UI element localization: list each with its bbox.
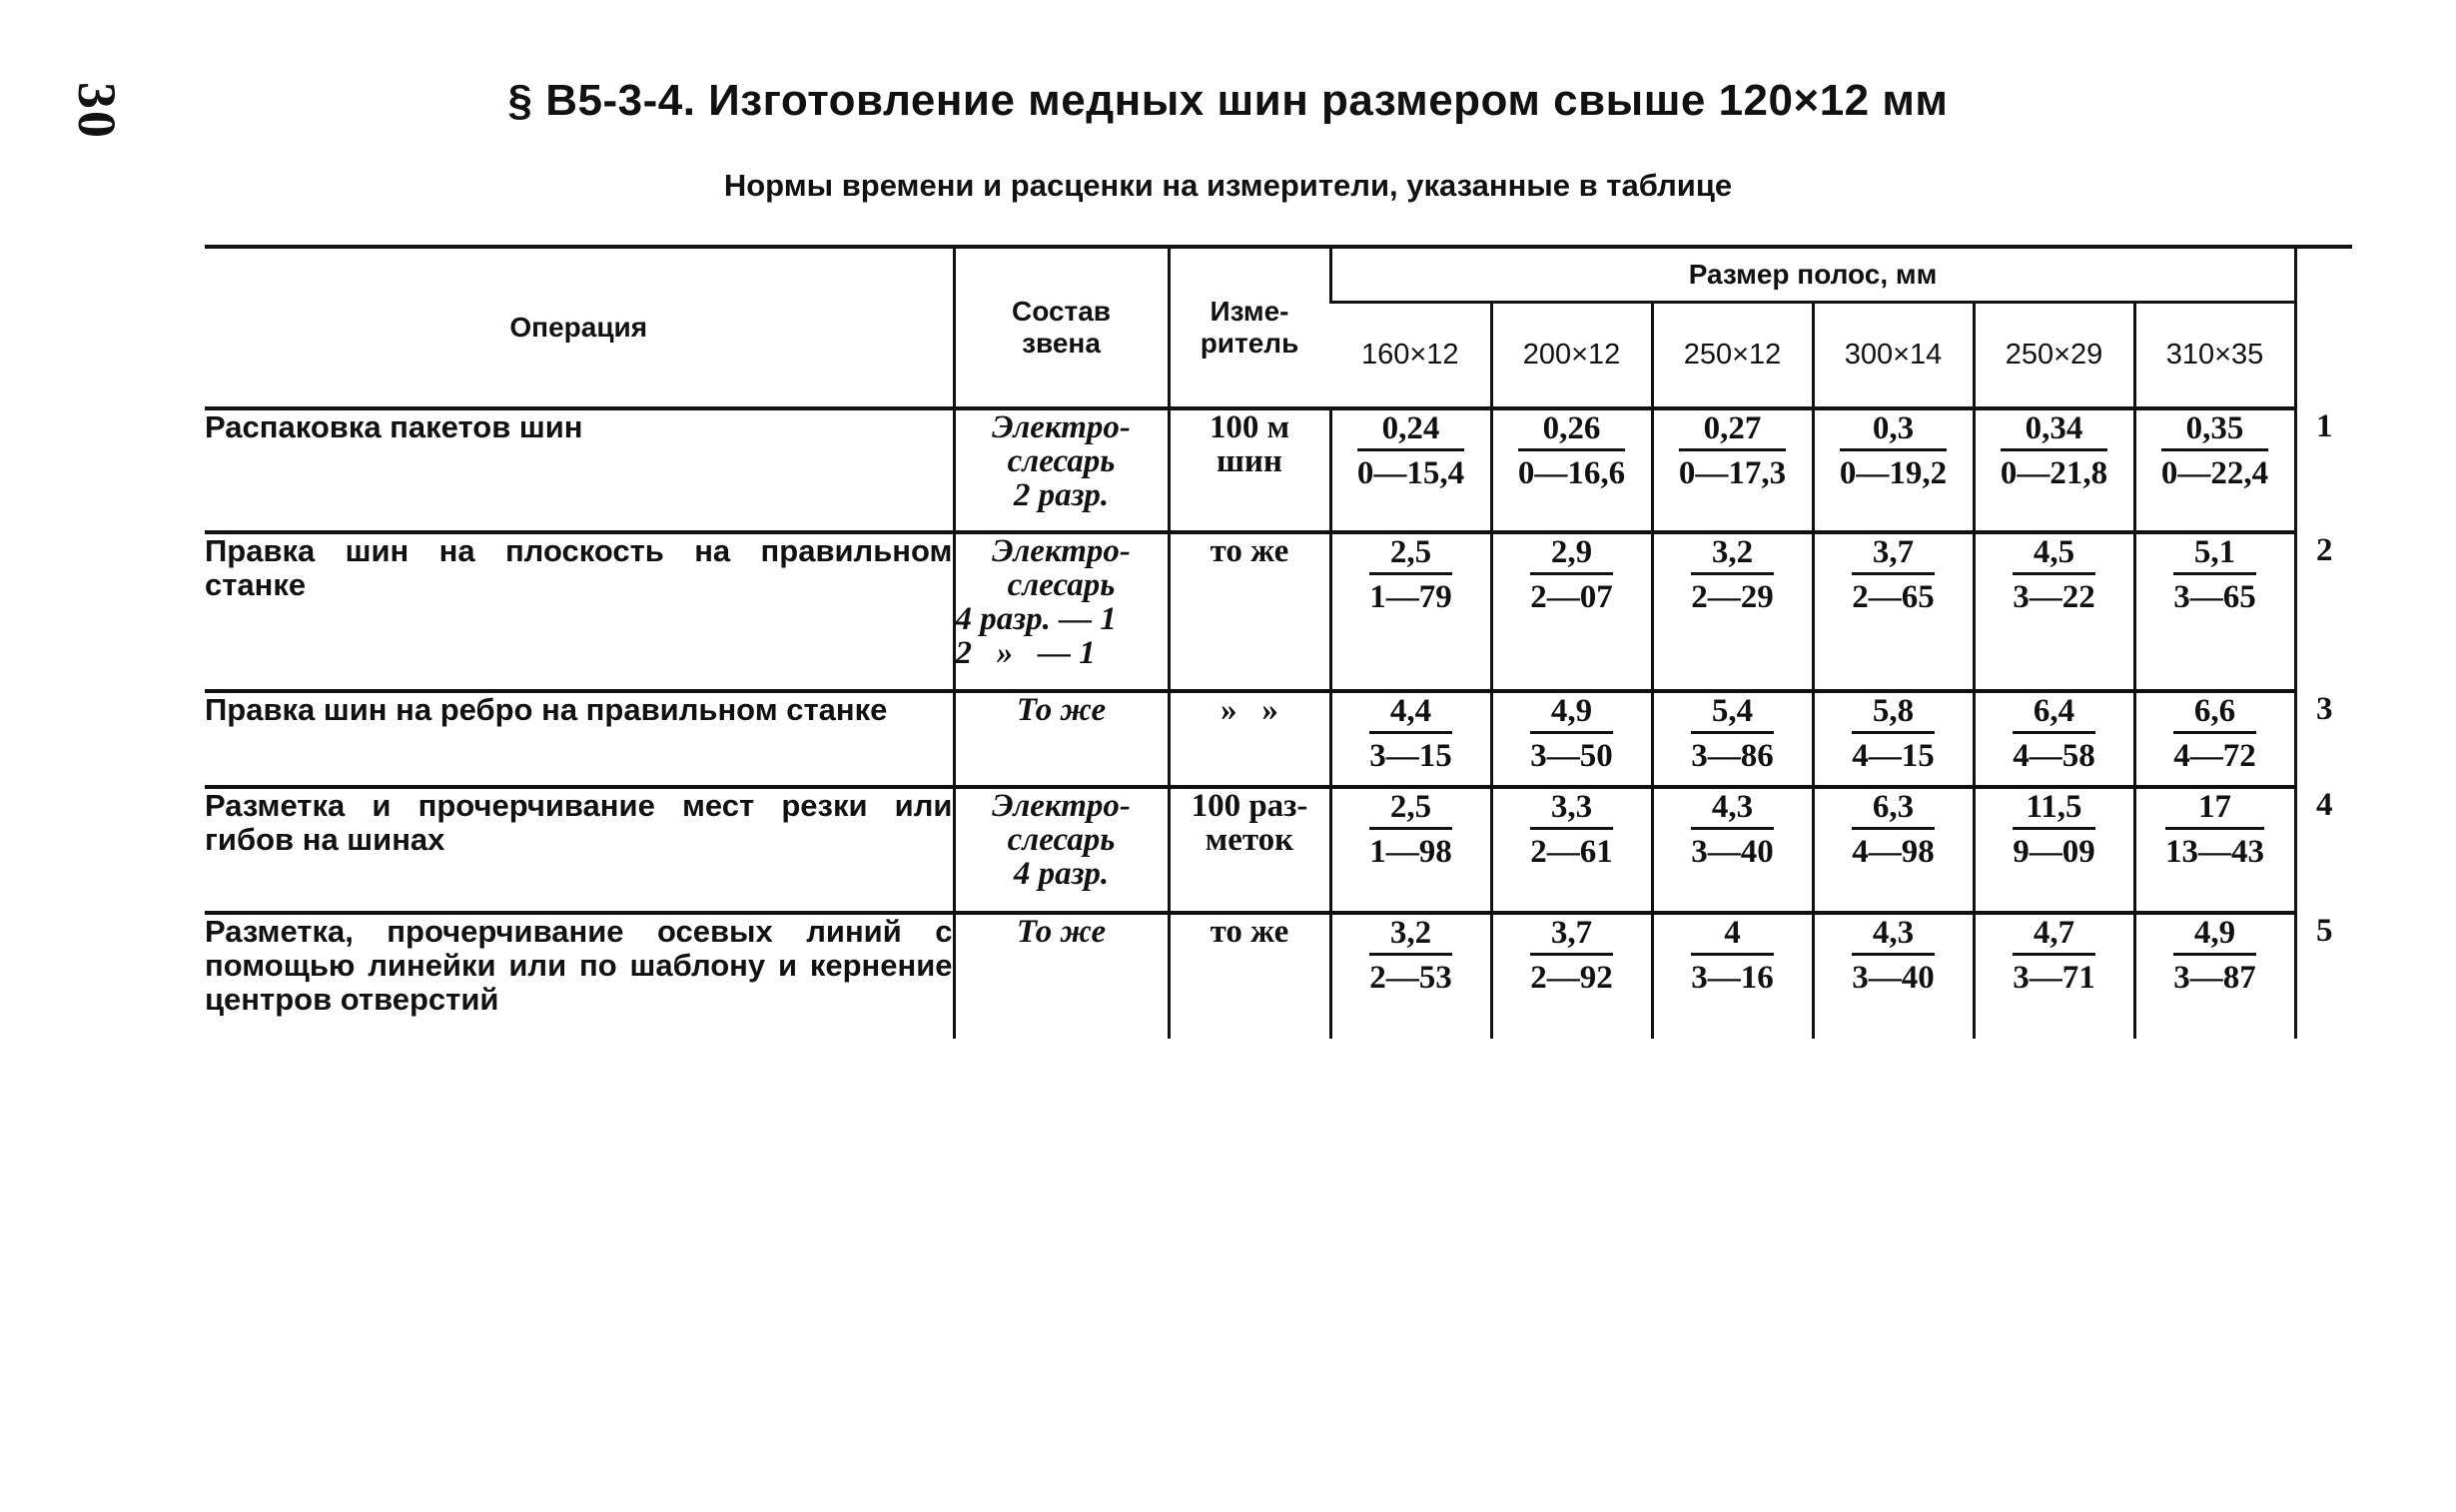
time-price-fraction [1852,789,1935,872]
measure-line: шин [1217,443,1282,479]
value-cell [1813,787,1974,913]
time-price-fraction [2013,534,2095,617]
value-cell [1330,532,1491,691]
price-rate: 4—72 [2173,738,2256,774]
value-cell [1491,532,1652,691]
value-cell [1652,532,1813,691]
crew-line: Электро- [992,533,1131,569]
time-price-fraction [1691,693,1774,776]
table-row [205,691,2352,787]
time-norm: 5,8 [1852,693,1935,734]
crew-line: 4 разр. — 1 [955,601,1117,637]
operation-cell: Правка шин на ребро на правильном станке [205,691,954,787]
time-price-fraction [1530,915,1613,998]
time-norm: 3,7 [1852,534,1935,575]
crew-line: 2 разр. [1013,477,1110,513]
price-rate: 0—16,6 [1517,455,1626,491]
price-rate: 2—29 [1691,579,1774,615]
measure-line: 100 м [1209,409,1290,445]
measure-line: меток [1205,822,1294,858]
price-rate: 2—53 [1369,960,1452,996]
time-price-fraction [1691,534,1774,617]
section-title: § В5-3-4. Изготовление медных шин размером свыше 120×12 мм [507,76,1949,125]
row-number: 1 [2295,408,2352,532]
measure-cell [1169,913,1330,1039]
time-price-fraction [1369,789,1452,872]
crew-line: То же [1016,692,1107,728]
measure-cell [1169,532,1330,691]
crew-cell [954,408,1169,532]
row-number: 4 [2295,787,2352,913]
value-cell [1330,913,1491,1039]
header-size: 200×12 [1491,302,1652,408]
row-number: 3 [2295,691,2352,787]
header-crew: Состав звена [954,247,1169,408]
time-price-fraction [1530,789,1613,872]
crew-line: слесарь [1007,443,1116,479]
value-cell [1330,408,1491,532]
value-cell [1813,913,1974,1039]
crew-cell [954,787,1169,913]
time-price-fraction [2161,410,2268,493]
price-rate: 3—86 [1691,738,1774,774]
price-rate: 0—21,8 [2000,455,2108,491]
price-rate: 2—65 [1852,579,1935,615]
table-row [205,913,2352,1039]
value-cell [1491,408,1652,532]
time-norm: 2,5 [1369,789,1452,830]
value-cell [2134,691,2295,787]
time-price-fraction [1691,789,1774,872]
time-norm: 3,3 [1530,789,1613,830]
value-cell [1652,787,1813,913]
table-row [205,532,2352,691]
time-price-fraction [2173,534,2256,617]
time-norm: 4,7 [2013,915,2095,956]
crew-cell [954,532,1169,691]
time-norm: 5,1 [2173,534,2256,575]
row-number: 2 [2295,532,2352,691]
price-rate: 3—65 [2173,579,2256,615]
crew-line: слесарь [1007,822,1116,858]
measure-cell [1169,691,1330,787]
crew-line: 4 разр. [1013,856,1110,892]
value-cell [2134,408,2295,532]
norms-table [205,245,2352,1039]
time-price-fraction [2001,410,2107,493]
time-price-fraction [1530,534,1613,617]
value-cell [1813,691,1974,787]
time-norm: 11,5 [2013,789,2095,830]
row-number: 5 [2295,913,2352,1039]
time-norm: 4 [1691,915,1774,956]
crew-line: То же [1016,914,1107,950]
value-cell [1330,691,1491,787]
operation-cell: Распаковка пакетов шин [205,408,954,532]
price-rate: 2—92 [1530,960,1613,996]
value-cell [2134,913,2295,1039]
header-size: 250×12 [1652,302,1813,408]
value-cell [1652,913,1813,1039]
time-norm: 0,34 [2001,410,2107,451]
time-price-fraction [2013,789,2095,872]
time-price-fraction [1691,915,1774,998]
price-rate: 3—15 [1369,738,1452,774]
header-size: 310×35 [2134,302,2295,408]
price-rate: 0—17,3 [1678,455,1787,491]
price-rate: 3—40 [1852,960,1935,996]
time-norm: 6,3 [1852,789,1935,830]
time-norm: 17 [2165,789,2264,830]
value-cell [1974,913,2134,1039]
table-row [205,787,2352,913]
time-norm: 4,5 [2013,534,2095,575]
price-rate: 9—09 [2013,834,2095,870]
measure-line: » » [1221,692,1278,728]
page-number: 30 [67,82,127,140]
value-cell [1491,787,1652,913]
time-norm: 4,3 [1852,915,1935,956]
price-rate: 0—15,4 [1356,455,1465,491]
measure-line: 100 раз- [1191,788,1308,824]
value-cell [1813,408,1974,532]
price-rate: 3—22 [2013,579,2095,615]
value-cell [1491,913,1652,1039]
header-size: 160×12 [1330,302,1491,408]
crew-line: 2 » — 1 [955,635,1096,671]
time-norm: 0,35 [2161,410,2268,451]
crew-line: слесарь [1007,567,1116,603]
time-price-fraction [1852,915,1935,998]
time-price-fraction [2013,915,2095,998]
time-norm: 4,4 [1369,693,1452,734]
time-price-fraction [2013,693,2095,776]
value-cell [1974,532,2134,691]
price-rate: 3—50 [1530,738,1613,774]
operation-cell: Разметка и прочерчивание мест резки или гибов на шинах [205,787,954,913]
time-norm: 0,26 [1518,410,1625,451]
table-subtitle: Нормы времени и расценки на измерители, указанные в таблице [723,168,1733,203]
time-norm: 0,27 [1679,410,1786,451]
price-rate: 0—22,4 [2160,455,2269,491]
value-cell [1813,532,1974,691]
time-norm: 0,24 [1357,410,1464,451]
time-norm: 2,9 [1530,534,1613,575]
price-rate: 3—71 [2013,960,2095,996]
time-norm: 2,5 [1369,534,1452,575]
time-norm: 4,9 [1530,693,1613,734]
time-price-fraction [1369,693,1452,776]
measure-line: то же [1210,533,1289,569]
time-price-fraction [1852,693,1935,776]
operation-cell: Правка шин на плоскость на правильном станке [205,532,954,691]
time-norm: 5,4 [1691,693,1774,734]
value-cell [1491,691,1652,787]
time-norm: 3,7 [1530,915,1613,956]
header-size: 300×14 [1813,302,1974,408]
value-cell [1974,691,2134,787]
header-operation: Операция [205,247,954,408]
time-price-fraction [1369,534,1452,617]
measure-line: то же [1210,914,1289,950]
measure-cell [1169,408,1330,532]
value-cell [1652,691,1813,787]
operation-cell: Разметка, прочерчивание осевых линий с помощью линейки или по шаблону и кернение центров отверстий [205,913,954,1039]
crew-line: Электро- [992,788,1131,824]
table-row [205,408,2352,532]
crew-line: Электро- [992,409,1131,445]
price-rate: 4—98 [1852,834,1935,870]
time-price-fraction [1679,410,1786,493]
price-rate: 4—15 [1852,738,1935,774]
time-norm: 3,2 [1691,534,1774,575]
time-norm: 4,9 [2173,915,2256,956]
price-rate: 2—07 [1530,579,1613,615]
time-price-fraction [1530,693,1613,776]
price-rate: 0—19,2 [1839,455,1948,491]
price-rate: 1—79 [1369,579,1452,615]
header-sizes-group: Размер полос, мм [1330,247,2295,302]
time-norm: 3,2 [1369,915,1452,956]
value-cell [1652,408,1813,532]
price-rate: 2—61 [1530,834,1613,870]
price-rate: 13—43 [2165,834,2264,870]
measure-cell [1169,787,1330,913]
price-rate: 1—98 [1369,834,1452,870]
value-cell [1330,787,1491,913]
crew-cell [954,913,1169,1039]
time-norm: 6,4 [2013,693,2095,734]
time-norm: 4,3 [1691,789,1774,830]
time-price-fraction [1518,410,1625,493]
value-cell [1974,408,2134,532]
header-row-number [2295,247,2352,408]
time-price-fraction [1840,410,1947,493]
time-price-fraction [1369,915,1452,998]
value-cell [2134,532,2295,691]
time-norm: 0,3 [1840,410,1947,451]
price-rate: 3—16 [1691,960,1774,996]
time-price-fraction [1357,410,1464,493]
header-measure: Изме-ритель [1169,247,1330,408]
price-rate: 3—40 [1691,834,1774,870]
value-cell [2134,787,2295,913]
header-size: 250×29 [1974,302,2134,408]
time-norm: 6,6 [2173,693,2256,734]
time-price-fraction [2173,693,2256,776]
time-price-fraction [1852,534,1935,617]
value-cell [1974,787,2134,913]
price-rate: 4—58 [2013,738,2095,774]
time-price-fraction [2173,915,2256,998]
crew-cell [954,691,1169,787]
time-price-fraction [2165,789,2264,872]
price-rate: 3—87 [2173,960,2256,996]
